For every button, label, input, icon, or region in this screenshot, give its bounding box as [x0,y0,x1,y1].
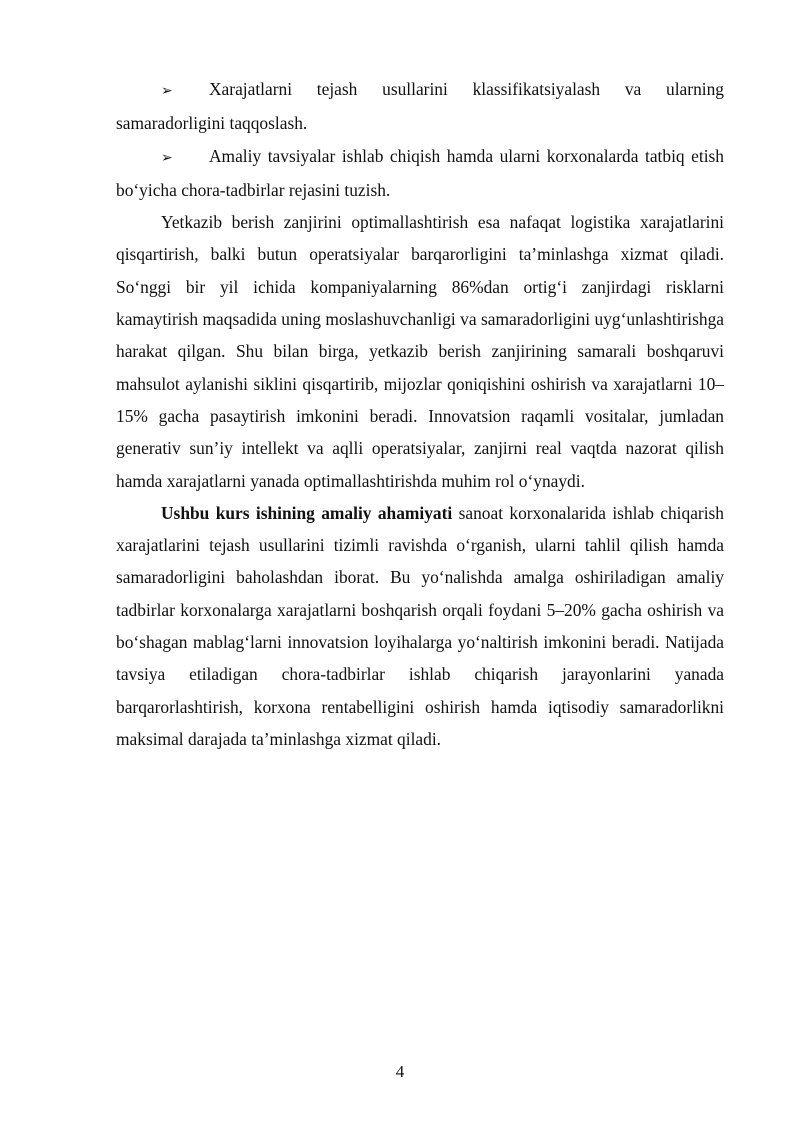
paragraph-bold-lead: Ushbu kurs ishining amaliy ahamiyati [161,502,453,523]
bullet-item-2 [116,140,724,207]
paragraph-body-text: sanoat korxonalarida ishlab chiqarish xarajatlarini tejash usullarini tizimli ravishda o‘rganish, ularni tahlil qilish hamda samaradorligini baholashdan iborat. Bu yo‘nalishda amalga oshiriladigan amaliy tadbirlar korxonalarga xarajatlarni boshqarish orqali foydani 5–20% gacha oshirish va bo‘shagan mablag‘larni innovatsion loyihalarga yo‘naltirish imkonini beradi. Natijada tavsiya etiladigan chora-tadbirlar ishlab chiqarish jarayonlarini yanada barqarorlashtirish, korxona rentabelligini oshirish hamda iqtisodiy samaradorlikni maksimal darajada ta’minlashga xizmat qiladi. [116,502,724,749]
page-number: 4 [395,1062,405,1081]
paragraph-practical-significance [116,497,724,755]
bullet-text-2: Amaliy tavsiyalar ishlab chiqish hamda ularni korxonalarda tatbiq etish bo‘yicha chora-tadbirlar rejasini tuzish. [116,145,724,200]
arrow-bullet-icon: ➢ [161,83,173,99]
bullet-text-1: Xarajatlarni tejash usullarini klassifikatsiyalash va ularning samaradorligini taqqoslash. [116,79,724,134]
bullet-item-1 [116,73,724,140]
page-body [116,73,724,755]
arrow-bullet-icon: ➢ [161,149,173,166]
paragraph-supply-chain: Yetkazib berish zanjirini optimallashtirish esa nafaqat logistika xarajatlarini qisqartirish, balki butun operatsiyalar barqarorligini ta’minlashga xizmat qiladi. So‘nggi bir yil ichida kompaniyalarning 86%dan ortig‘i zanjirdagi risklarni kamaytirish maqsadida uning moslashuvchanligi va samaradorligini uyg‘unlashtirishga harakat qilgan. Shu bilan birga, yetkazib berish zanjirining samarali boshqaruvi mahsulot aylanishi siklini qisqartirib, mijozlar qoniqishini oshirish va xarajatlarni 10–15% gacha pasaytirish imkonini beradi. Innovatsion raqamli vositalar, jumladan generativ sun’iy intellekt va aqlli operatsiyalar, zanjirni real vaqtda nazorat qilish hamda xarajatlarni yanada optimallashtirishda muhim rol o‘ynaydi. [116,212,724,491]
